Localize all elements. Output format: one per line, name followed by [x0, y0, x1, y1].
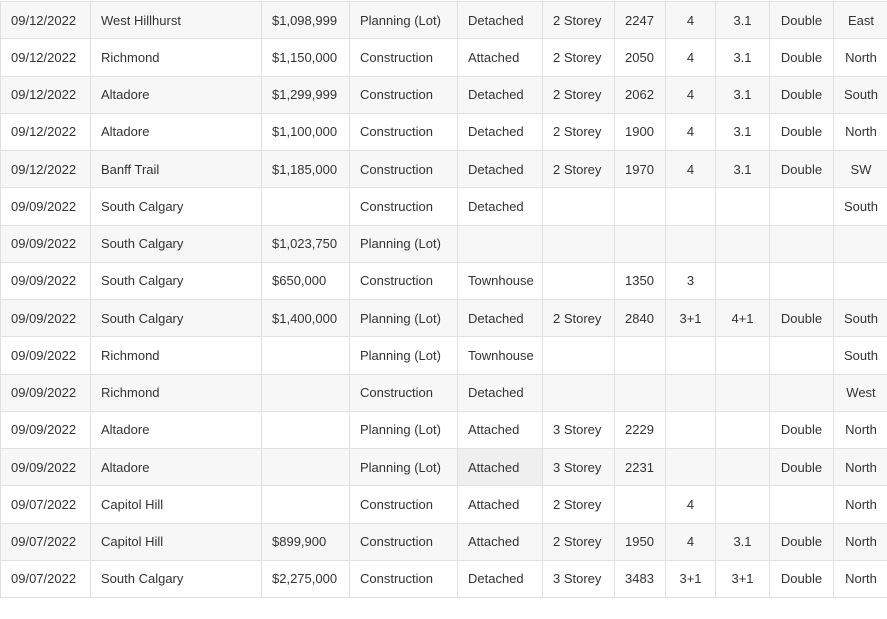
cell-community[interactable]: South Calgary [91, 300, 262, 337]
table-row[interactable] [1, 188, 887, 225]
cell-bedrooms[interactable]: 4 [666, 523, 716, 560]
cell-storeys[interactable]: 2 Storey [543, 76, 615, 113]
cell-bathrooms[interactable] [716, 188, 770, 225]
table-row[interactable] [1, 39, 887, 76]
cell-bathrooms[interactable]: 3.1 [716, 39, 770, 76]
cell-garage[interactable]: Double [770, 113, 834, 150]
cell-sqft[interactable]: 1900 [615, 113, 666, 150]
cell-garage[interactable]: Double [770, 449, 834, 486]
cell-date[interactable]: 09/09/2022 [1, 262, 91, 299]
cell-type[interactable]: Detached [458, 374, 543, 411]
cell-sqft[interactable] [615, 225, 666, 262]
cell-storeys[interactable] [543, 225, 615, 262]
cell-status[interactable]: Planning (Lot) [350, 225, 458, 262]
cell-price[interactable]: $1,185,000 [262, 151, 350, 188]
cell-date[interactable]: 09/12/2022 [1, 76, 91, 113]
cell-storeys[interactable] [543, 262, 615, 299]
cell-date[interactable]: 09/07/2022 [1, 486, 91, 523]
cell-sqft[interactable]: 2231 [615, 449, 666, 486]
cell-exposure[interactable]: North [834, 449, 887, 486]
table-row[interactable] [1, 300, 887, 337]
cell-status[interactable]: Planning (Lot) [350, 300, 458, 337]
cell-status[interactable]: Construction [350, 113, 458, 150]
cell-bedrooms[interactable]: 3+1 [666, 300, 716, 337]
cell-type[interactable]: Attached [458, 39, 543, 76]
cell-sqft[interactable]: 2840 [615, 300, 666, 337]
cell-bedrooms[interactable] [666, 337, 716, 374]
cell-bathrooms[interactable]: 3+1 [716, 560, 770, 597]
cell-exposure[interactable]: East [834, 2, 887, 39]
cell-price[interactable]: $2,275,000 [262, 560, 350, 597]
cell-exposure[interactable]: North [834, 411, 887, 448]
table-row[interactable] [1, 113, 887, 150]
cell-community[interactable]: Richmond [91, 337, 262, 374]
table-body [1, 2, 887, 598]
cell-exposure[interactable] [834, 262, 887, 299]
cell-price[interactable]: $1,299,999 [262, 76, 350, 113]
cell-type[interactable]: Detached [458, 560, 543, 597]
cell-exposure[interactable]: West [834, 374, 887, 411]
cell-status[interactable]: Planning (Lot) [350, 411, 458, 448]
cell-date[interactable]: 09/09/2022 [1, 188, 91, 225]
cell-community[interactable]: South Calgary [91, 560, 262, 597]
cell-community[interactable]: South Calgary [91, 188, 262, 225]
cell-price[interactable]: $1,400,000 [262, 300, 350, 337]
cell-storeys[interactable] [543, 188, 615, 225]
cell-sqft[interactable]: 3483 [615, 560, 666, 597]
table-row[interactable] [1, 151, 887, 188]
cell-status[interactable]: Construction [350, 188, 458, 225]
cell-price[interactable]: $1,098,999 [262, 2, 350, 39]
cell-price[interactable] [262, 337, 350, 374]
cell-storeys[interactable]: 3 Storey [543, 411, 615, 448]
cell-exposure[interactable]: North [834, 486, 887, 523]
cell-community[interactable]: Richmond [91, 39, 262, 76]
cell-storeys[interactable]: 2 Storey [543, 486, 615, 523]
cell-bathrooms[interactable] [716, 411, 770, 448]
cell-type[interactable]: Attached [458, 411, 543, 448]
listings-table [0, 1, 887, 598]
table-row[interactable] [1, 449, 887, 486]
cell-exposure[interactable]: South [834, 300, 887, 337]
cell-storeys[interactable] [543, 374, 615, 411]
cell-garage[interactable]: Double [770, 76, 834, 113]
cell-sqft[interactable]: 1350 [615, 262, 666, 299]
cell-price[interactable] [262, 411, 350, 448]
table-row[interactable] [1, 225, 887, 262]
cell-sqft[interactable]: 2229 [615, 411, 666, 448]
cell-date[interactable]: 09/09/2022 [1, 225, 91, 262]
cell-community[interactable]: Banff Trail [91, 151, 262, 188]
table-row[interactable] [1, 560, 887, 597]
cell-type[interactable]: Detached [458, 113, 543, 150]
cell-bathrooms[interactable] [716, 449, 770, 486]
cell-community[interactable]: Capitol Hill [91, 486, 262, 523]
cell-bedrooms[interactable]: 4 [666, 2, 716, 39]
cell-garage[interactable]: Double [770, 2, 834, 39]
cell-sqft[interactable] [615, 374, 666, 411]
cell-status[interactable]: Planning (Lot) [350, 337, 458, 374]
table-row[interactable] [1, 523, 887, 560]
cell-sqft[interactable] [615, 337, 666, 374]
cell-garage[interactable] [770, 337, 834, 374]
cell-community[interactable]: Altadore [91, 113, 262, 150]
cell-garage[interactable] [770, 486, 834, 523]
cell-garage[interactable] [770, 374, 834, 411]
cell-type[interactable]: Detached [458, 188, 543, 225]
cell-type[interactable] [458, 225, 543, 262]
cell-type[interactable]: Attached [458, 523, 543, 560]
cell-sqft[interactable] [615, 188, 666, 225]
cell-status[interactable]: Construction [350, 39, 458, 76]
cell-exposure[interactable]: North [834, 39, 887, 76]
cell-bathrooms[interactable] [716, 225, 770, 262]
cell-storeys[interactable]: 2 Storey [543, 300, 615, 337]
table-row[interactable] [1, 486, 887, 523]
cell-status[interactable]: Planning (Lot) [350, 449, 458, 486]
cell-sqft[interactable]: 2247 [615, 2, 666, 39]
cell-bedrooms[interactable] [666, 374, 716, 411]
cell-community[interactable]: West Hillhurst [91, 2, 262, 39]
cell-status[interactable]: Construction [350, 560, 458, 597]
cell-status[interactable]: Construction [350, 151, 458, 188]
cell-price[interactable]: $1,150,000 [262, 39, 350, 76]
cell-garage[interactable]: Double [770, 523, 834, 560]
cell-bathrooms[interactable] [716, 337, 770, 374]
cell-date[interactable]: 09/09/2022 [1, 300, 91, 337]
cell-sqft[interactable]: 2062 [615, 76, 666, 113]
cell-bathrooms[interactable] [716, 262, 770, 299]
cell-garage[interactable]: Double [770, 39, 834, 76]
cell-community[interactable]: Altadore [91, 76, 262, 113]
cell-bedrooms[interactable]: 4 [666, 39, 716, 76]
cell-community[interactable]: Altadore [91, 411, 262, 448]
cell-bedrooms[interactable]: 3+1 [666, 560, 716, 597]
cell-storeys[interactable]: 2 Storey [543, 151, 615, 188]
cell-sqft[interactable] [615, 486, 666, 523]
table-row[interactable] [1, 411, 887, 448]
cell-price[interactable]: $1,100,000 [262, 113, 350, 150]
cell-sqft[interactable]: 1970 [615, 151, 666, 188]
cell-exposure[interactable]: South [834, 188, 887, 225]
cell-date[interactable]: 09/09/2022 [1, 337, 91, 374]
cell-bathrooms[interactable]: 3.1 [716, 113, 770, 150]
cell-bedrooms[interactable]: 4 [666, 151, 716, 188]
cell-type[interactable]: Attached [458, 486, 543, 523]
cell-price[interactable] [262, 188, 350, 225]
cell-bedrooms[interactable]: 4 [666, 113, 716, 150]
cell-garage[interactable]: Double [770, 300, 834, 337]
cell-bedrooms[interactable]: 4 [666, 76, 716, 113]
cell-storeys[interactable] [543, 337, 615, 374]
cell-exposure[interactable]: North [834, 523, 887, 560]
cell-date[interactable]: 09/12/2022 [1, 2, 91, 39]
table-row[interactable] [1, 76, 887, 113]
cell-status[interactable]: Construction [350, 486, 458, 523]
cell-bathrooms[interactable]: 3.1 [716, 151, 770, 188]
cell-price[interactable] [262, 449, 350, 486]
cell-storeys[interactable]: 2 Storey [543, 39, 615, 76]
cell-storeys[interactable]: 3 Storey [543, 560, 615, 597]
cell-garage[interactable]: Double [770, 411, 834, 448]
cell-exposure[interactable] [834, 225, 887, 262]
cell-price[interactable]: $650,000 [262, 262, 350, 299]
cell-garage[interactable] [770, 225, 834, 262]
cell-exposure[interactable]: North [834, 560, 887, 597]
cell-garage[interactable]: Double [770, 560, 834, 597]
cell-community[interactable]: South Calgary [91, 225, 262, 262]
cell-community[interactable]: Altadore [91, 449, 262, 486]
cell-type[interactable]: Detached [458, 300, 543, 337]
cell-bathrooms[interactable]: 4+1 [716, 300, 770, 337]
cell-bedrooms[interactable] [666, 411, 716, 448]
table-row[interactable] [1, 262, 887, 299]
cell-bathrooms[interactable]: 3.1 [716, 76, 770, 113]
table-row[interactable] [1, 2, 887, 39]
cell-date[interactable]: 09/12/2022 [1, 39, 91, 76]
cell-bathrooms[interactable] [716, 374, 770, 411]
cell-date[interactable]: 09/12/2022 [1, 113, 91, 150]
cell-type[interactable]: Detached [458, 151, 543, 188]
cell-date[interactable]: 09/07/2022 [1, 560, 91, 597]
cell-date[interactable]: 09/12/2022 [1, 151, 91, 188]
cell-status[interactable]: Construction [350, 523, 458, 560]
table-row[interactable] [1, 374, 887, 411]
cell-exposure[interactable]: SW [834, 151, 887, 188]
cell-bedrooms[interactable] [666, 225, 716, 262]
cell-bathrooms[interactable]: 3.1 [716, 2, 770, 39]
cell-type[interactable]: Attached [458, 449, 543, 486]
cell-price[interactable] [262, 486, 350, 523]
table-row[interactable] [1, 337, 887, 374]
cell-date[interactable]: 09/07/2022 [1, 523, 91, 560]
cell-exposure[interactable]: North [834, 113, 887, 150]
cell-date[interactable]: 09/09/2022 [1, 374, 91, 411]
cell-price[interactable] [262, 374, 350, 411]
cell-status[interactable]: Construction [350, 374, 458, 411]
cell-bedrooms[interactable]: 4 [666, 486, 716, 523]
cell-status[interactable]: Construction [350, 262, 458, 299]
cell-type[interactable]: Detached [458, 2, 543, 39]
cell-type[interactable]: Detached [458, 76, 543, 113]
cell-sqft[interactable]: 1950 [615, 523, 666, 560]
cell-community[interactable]: Richmond [91, 374, 262, 411]
cell-bedrooms[interactable] [666, 449, 716, 486]
cell-community[interactable]: South Calgary [91, 262, 262, 299]
cell-date[interactable]: 09/09/2022 [1, 449, 91, 486]
cell-bedrooms[interactable]: 3 [666, 262, 716, 299]
cell-bedrooms[interactable] [666, 188, 716, 225]
cell-price[interactable]: $899,900 [262, 523, 350, 560]
cell-sqft[interactable]: 2050 [615, 39, 666, 76]
cell-garage[interactable] [770, 262, 834, 299]
cell-storeys[interactable]: 2 Storey [543, 523, 615, 560]
cell-status[interactable]: Construction [350, 76, 458, 113]
cell-garage[interactable]: Double [770, 151, 834, 188]
cell-date[interactable]: 09/09/2022 [1, 411, 91, 448]
cell-garage[interactable] [770, 188, 834, 225]
cell-storeys[interactable]: 2 Storey [543, 113, 615, 150]
cell-price[interactable]: $1,023,750 [262, 225, 350, 262]
cell-exposure[interactable]: South [834, 337, 887, 374]
cell-storeys[interactable]: 2 Storey [543, 2, 615, 39]
cell-status[interactable]: Planning (Lot) [350, 2, 458, 39]
cell-type[interactable]: Townhouse [458, 262, 543, 299]
cell-bathrooms[interactable] [716, 486, 770, 523]
cell-community[interactable]: Capitol Hill [91, 523, 262, 560]
cell-bathrooms[interactable]: 3.1 [716, 523, 770, 560]
cell-storeys[interactable]: 3 Storey [543, 449, 615, 486]
cell-exposure[interactable]: South [834, 76, 887, 113]
cell-type[interactable]: Townhouse [458, 337, 543, 374]
